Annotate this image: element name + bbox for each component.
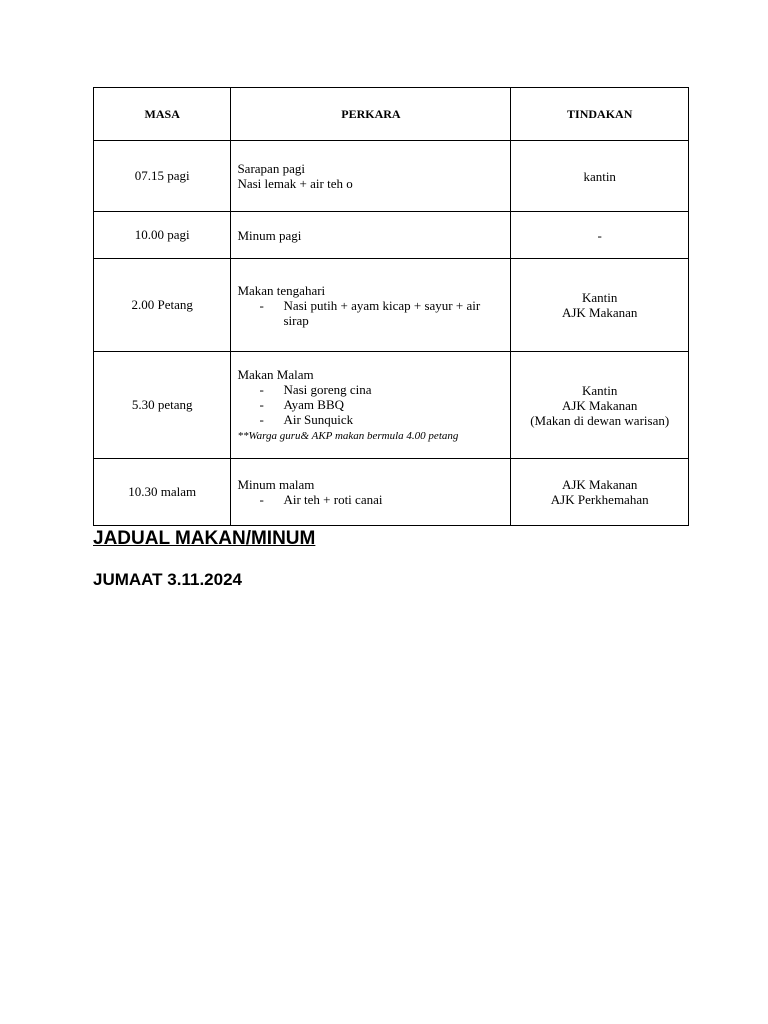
table-row	[94, 352, 689, 459]
cell-tindakan	[511, 352, 689, 459]
perkara-line: Makan Malam	[237, 366, 314, 382]
cell-tindakan	[511, 212, 689, 259]
perkara-line: Nasi lemak + air teh o	[237, 176, 353, 191]
tindakan-line: AJK Perkhemahan	[550, 492, 649, 507]
cell-masa: 07.15 pagi	[94, 141, 231, 212]
perkara-sub-item: - Ayam BBQ	[237, 397, 504, 412]
tindakan-line: AJK Makanan	[561, 477, 638, 492]
cell-masa: 10.30 malam	[94, 459, 231, 526]
cell-perkara	[231, 259, 511, 352]
cell-masa: 2.00 Petang	[94, 259, 231, 352]
header-perkara: PERKARA	[231, 88, 511, 141]
cell-masa: 10.00 pagi	[94, 212, 231, 259]
cell-masa: 5.30 petang	[94, 352, 231, 459]
table-row	[94, 459, 689, 526]
tindakan-line: kantin	[583, 168, 616, 184]
cell-perkara	[231, 212, 511, 259]
meal-schedule-table	[93, 87, 689, 526]
header-masa: MASA	[94, 88, 231, 141]
tindakan-line: AJK Makanan	[561, 397, 638, 413]
tindakan-line: Kantin	[582, 382, 618, 398]
perkara-sub-item: - Nasi goreng cina	[237, 382, 504, 397]
table-row	[94, 259, 689, 352]
perkara-sub-item-continued: sirap	[283, 312, 309, 328]
schedule-date: JUMAAT 3.11.2024	[93, 570, 242, 589]
perkara-line: Minum malam	[237, 477, 315, 492]
table-header-row	[94, 88, 689, 141]
perkara-note: **Warga guru& AKP makan bermula 4.00 petang	[237, 429, 459, 442]
perkara-line: Minum pagi	[237, 227, 302, 243]
perkara-sub-item: - Air teh + roti canai	[237, 492, 504, 507]
table-row	[94, 141, 689, 212]
cell-perkara	[231, 352, 511, 459]
cell-perkara	[231, 459, 511, 526]
cell-perkara	[231, 141, 511, 212]
tindakan-line: AJK Makanan	[561, 305, 638, 320]
cell-tindakan	[511, 259, 689, 352]
tindakan-line: (Makan di dewan warisan)	[530, 412, 670, 428]
cell-tindakan	[511, 459, 689, 526]
perkara-line: Sarapan pagi	[237, 161, 305, 176]
perkara-sub-item: - Nasi putih + ayam kicap + sayur + air	[237, 298, 504, 313]
cell-tindakan	[511, 141, 689, 212]
tindakan-line: Kantin	[582, 290, 618, 305]
perkara-line: Makan tengahari	[237, 282, 326, 298]
header-tindakan: TINDAKAN	[511, 88, 689, 141]
table-row	[94, 212, 689, 259]
perkara-sub-item: - Air Sunquick	[237, 412, 504, 427]
page-title: JADUAL MAKAN/MINUM	[93, 528, 316, 549]
tindakan-line: -	[597, 227, 602, 243]
